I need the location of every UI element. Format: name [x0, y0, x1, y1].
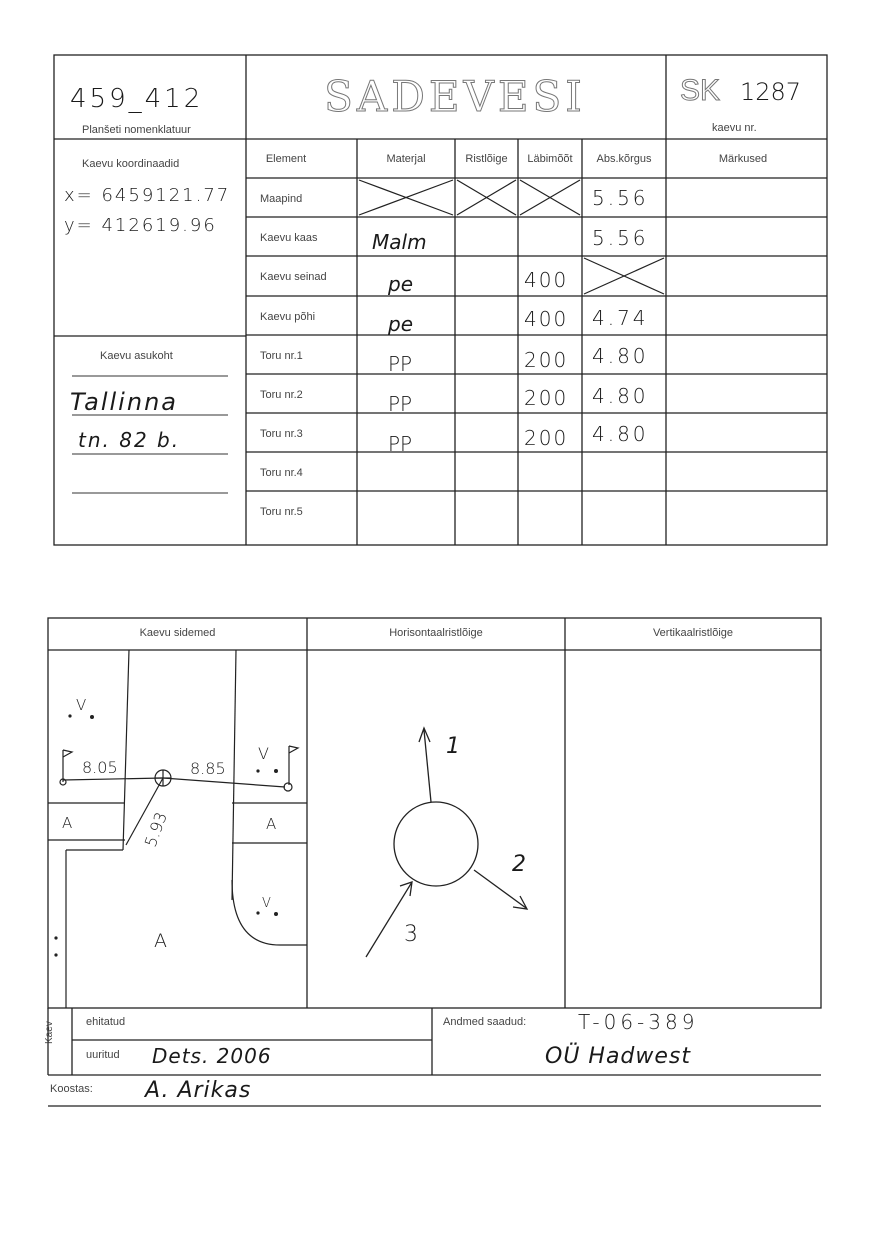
data-source-label: Andmed saadud:	[443, 1016, 527, 1028]
row-material: PP	[388, 432, 413, 456]
col-header-cross-section: Ristlõige	[465, 153, 508, 165]
row-diameter: 400	[524, 268, 569, 292]
col-title-horizontal: Horisontaalristlõige	[389, 627, 483, 639]
horizontal-section-drawing	[366, 728, 527, 957]
pipe-number: 2	[512, 852, 526, 877]
compiled-by-label: Koostas:	[50, 1083, 93, 1095]
row-material: pe	[388, 312, 413, 336]
y-coordinate: y= 412619.96	[64, 215, 217, 236]
row-height: 4.80	[592, 384, 649, 408]
row-height: 4.80	[592, 344, 649, 368]
row-height: 4.74	[592, 306, 649, 330]
distance-label: 5.93	[140, 809, 171, 850]
area-label: A	[154, 930, 167, 952]
vegetation-mark: V	[76, 696, 87, 714]
pipe-number: 3	[404, 922, 418, 947]
row-element: Toru nr.4	[260, 467, 303, 479]
row-height: 5.56	[592, 186, 649, 210]
area-label: A	[266, 815, 277, 833]
area-label: A	[62, 814, 73, 832]
row-element: Maapind	[260, 193, 303, 205]
sheet-label: Planšeti nomenklatuur	[82, 124, 191, 136]
row-diameter: 400	[524, 307, 569, 331]
row-diameter: 200	[524, 386, 569, 410]
col-header-diameter: Läbimõõt	[527, 153, 573, 165]
row-element: Toru nr.3	[260, 428, 303, 440]
row-height: 5.56	[592, 226, 649, 250]
row-element: Toru nr.1	[260, 350, 303, 362]
row-diameter: 200	[524, 348, 569, 372]
distance-label: 8.05	[82, 758, 118, 777]
built-label: ehitatud	[86, 1016, 126, 1028]
location-label: Kaevu asukoht	[100, 350, 173, 362]
well-prefix: SK	[680, 74, 721, 107]
compiled-by-value: A. Arikas	[145, 1078, 252, 1103]
col-title-connections: Kaevu sidemed	[139, 627, 216, 639]
location-line1: Tallinna	[70, 388, 178, 416]
row-element: Kaevu seinad	[260, 271, 327, 283]
row-material: pe	[388, 272, 413, 296]
row-material: PP	[388, 352, 413, 376]
row-element: Kaevu põhi	[260, 311, 316, 323]
surveyed-label: uuritud	[86, 1049, 120, 1061]
col-title-vertical: Vertikaalristlõige	[652, 627, 734, 639]
x-coordinate: x= 6459121.77	[64, 185, 231, 206]
distance-label: 8.85	[190, 759, 226, 778]
row-element: Kaevu kaas	[260, 232, 318, 244]
row-diameter: 200	[524, 426, 569, 450]
vegetation-mark: V	[262, 896, 271, 911]
col-header-notes: Märkused	[718, 153, 768, 165]
well-number: 1287	[740, 78, 802, 106]
row-element: Toru nr.5	[260, 506, 303, 518]
data-source-code: T-06-389	[578, 1010, 699, 1034]
col-header-abs-height: Abs.kõrgus	[596, 153, 652, 165]
card-title: SADEVESI	[324, 72, 586, 121]
row-height: 4.80	[592, 422, 649, 446]
coords-label: Kaevu koordinaadid	[82, 158, 180, 170]
col-header-element: Element	[265, 153, 307, 165]
col-header-material: Materjal	[386, 153, 426, 165]
well-number-label: kaevu nr.	[712, 122, 757, 134]
surveyed-value: Dets. 2006	[152, 1044, 272, 1068]
row-material: PP	[388, 392, 413, 416]
location-line2: tn. 82 b.	[78, 428, 181, 452]
row-material: Malm	[372, 230, 427, 254]
row-element: Toru nr.2	[260, 389, 303, 401]
sheet-number: 459_412	[70, 84, 204, 114]
kaev-label: Kaev	[44, 1021, 55, 1044]
vegetation-mark: V	[258, 744, 269, 763]
pipe-number: 1	[446, 734, 460, 759]
data-source-org: OÜ Hadwest	[545, 1044, 692, 1069]
